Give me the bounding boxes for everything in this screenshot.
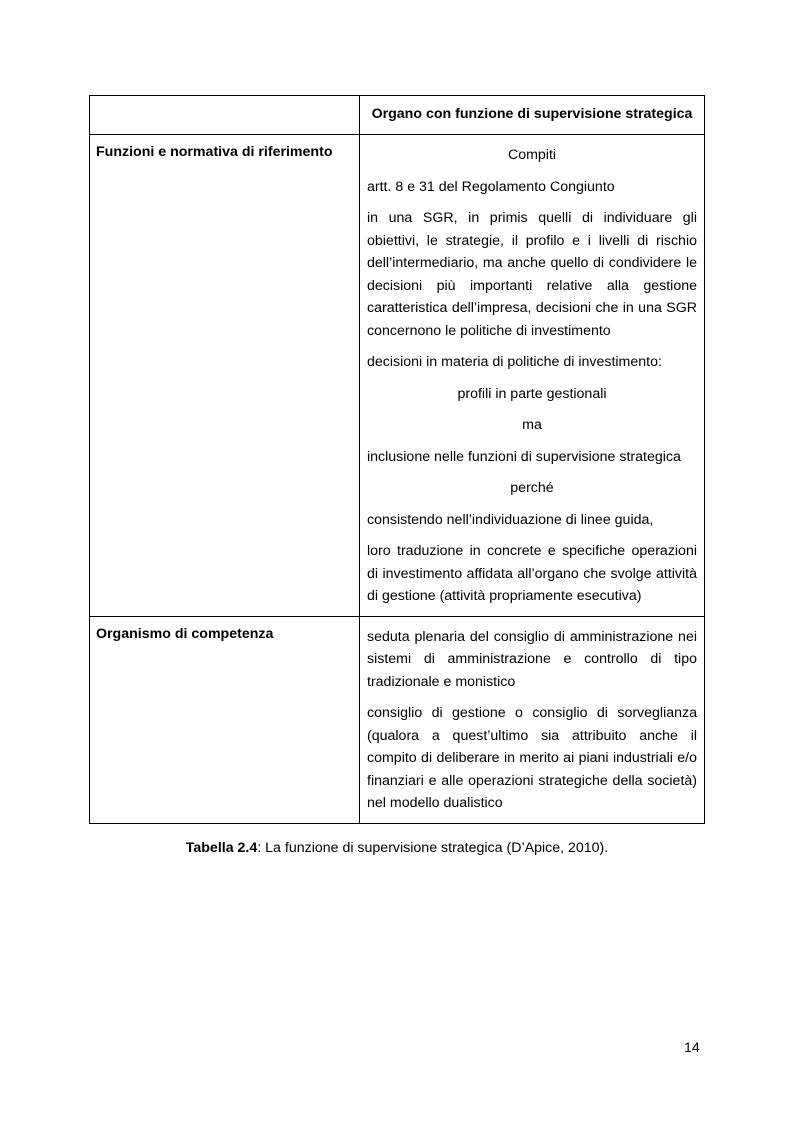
row-content-cell: [360, 616, 705, 823]
paragraph-inclusione: inclusione nelle funzioni di supervisione strategica: [367, 448, 681, 465]
row-label-cell: [90, 616, 360, 823]
caption-label: Tabella 2.4: [185, 840, 258, 856]
paragraph-profili: profili in parte gestionali: [457, 385, 607, 402]
paragraph-traduzione: loro traduzione in concrete e specifiche operazioni di investimento affidata all’organo che svolge attività di gestione (attività propriamente esecutiva): [367, 543, 697, 604]
paragraph-seduta-plenaria: seduta plenaria del consiglio di amministrazione nei sistemi di amministrazione e controllo di tipo tradizionale e monistico: [367, 628, 697, 690]
paragraph-perche: perché: [510, 480, 554, 496]
header-cell-empty: [90, 96, 360, 135]
paragraph-consiglio-gestione: consiglio di gestione o consiglio di sorveglianza (qualora a quest’ultimo sia attribuito anche il compito di deliberare in merito ai piani industriali e/o finanziari e alle operazioni strategiche della società) nel modello dualistico: [367, 705, 697, 811]
paragraph-compiti: Compiti: [507, 147, 557, 163]
paragraph-ma: ma: [522, 417, 542, 433]
table-row: [90, 616, 705, 823]
supervision-table: [89, 95, 705, 824]
paragraph-linee-guida: consistendo nell’individuazione di linee guida,: [367, 511, 654, 528]
header-cell-organo: [360, 96, 705, 135]
table-caption: [0, 840, 794, 856]
table-header-row: [90, 96, 705, 135]
header-title: Organo con funzione di supervisione strategica: [371, 106, 693, 122]
paragraph-sgr: in una SGR, in primis quelli di individuare gli obiettivi, le strategie, il profilo e i livelli di rischio dell’intermediario, ma anche quello di condividere le decisioni più importanti relative alla gestione caratteristica dell’impresa, decisioni che in una SGR concernono le politiche di investimento: [367, 210, 697, 339]
row-content-cell: [360, 135, 705, 617]
paragraph-decisioni: decisioni in materia di politiche di investimento:: [367, 354, 662, 370]
row-label-organismo: Organismo di competenza: [96, 625, 274, 642]
caption-text: : La funzione di supervisione strategica (D’Apice, 2010).: [257, 840, 609, 856]
paragraph-articoli: artt. 8 e 31 del Regolamento Congiunto: [367, 178, 615, 195]
row-label-cell: [90, 135, 360, 617]
page-number: 14: [684, 1040, 700, 1056]
row-label-funzioni: Funzioni e normativa di riferimento: [96, 144, 333, 160]
table-row: [90, 135, 705, 617]
